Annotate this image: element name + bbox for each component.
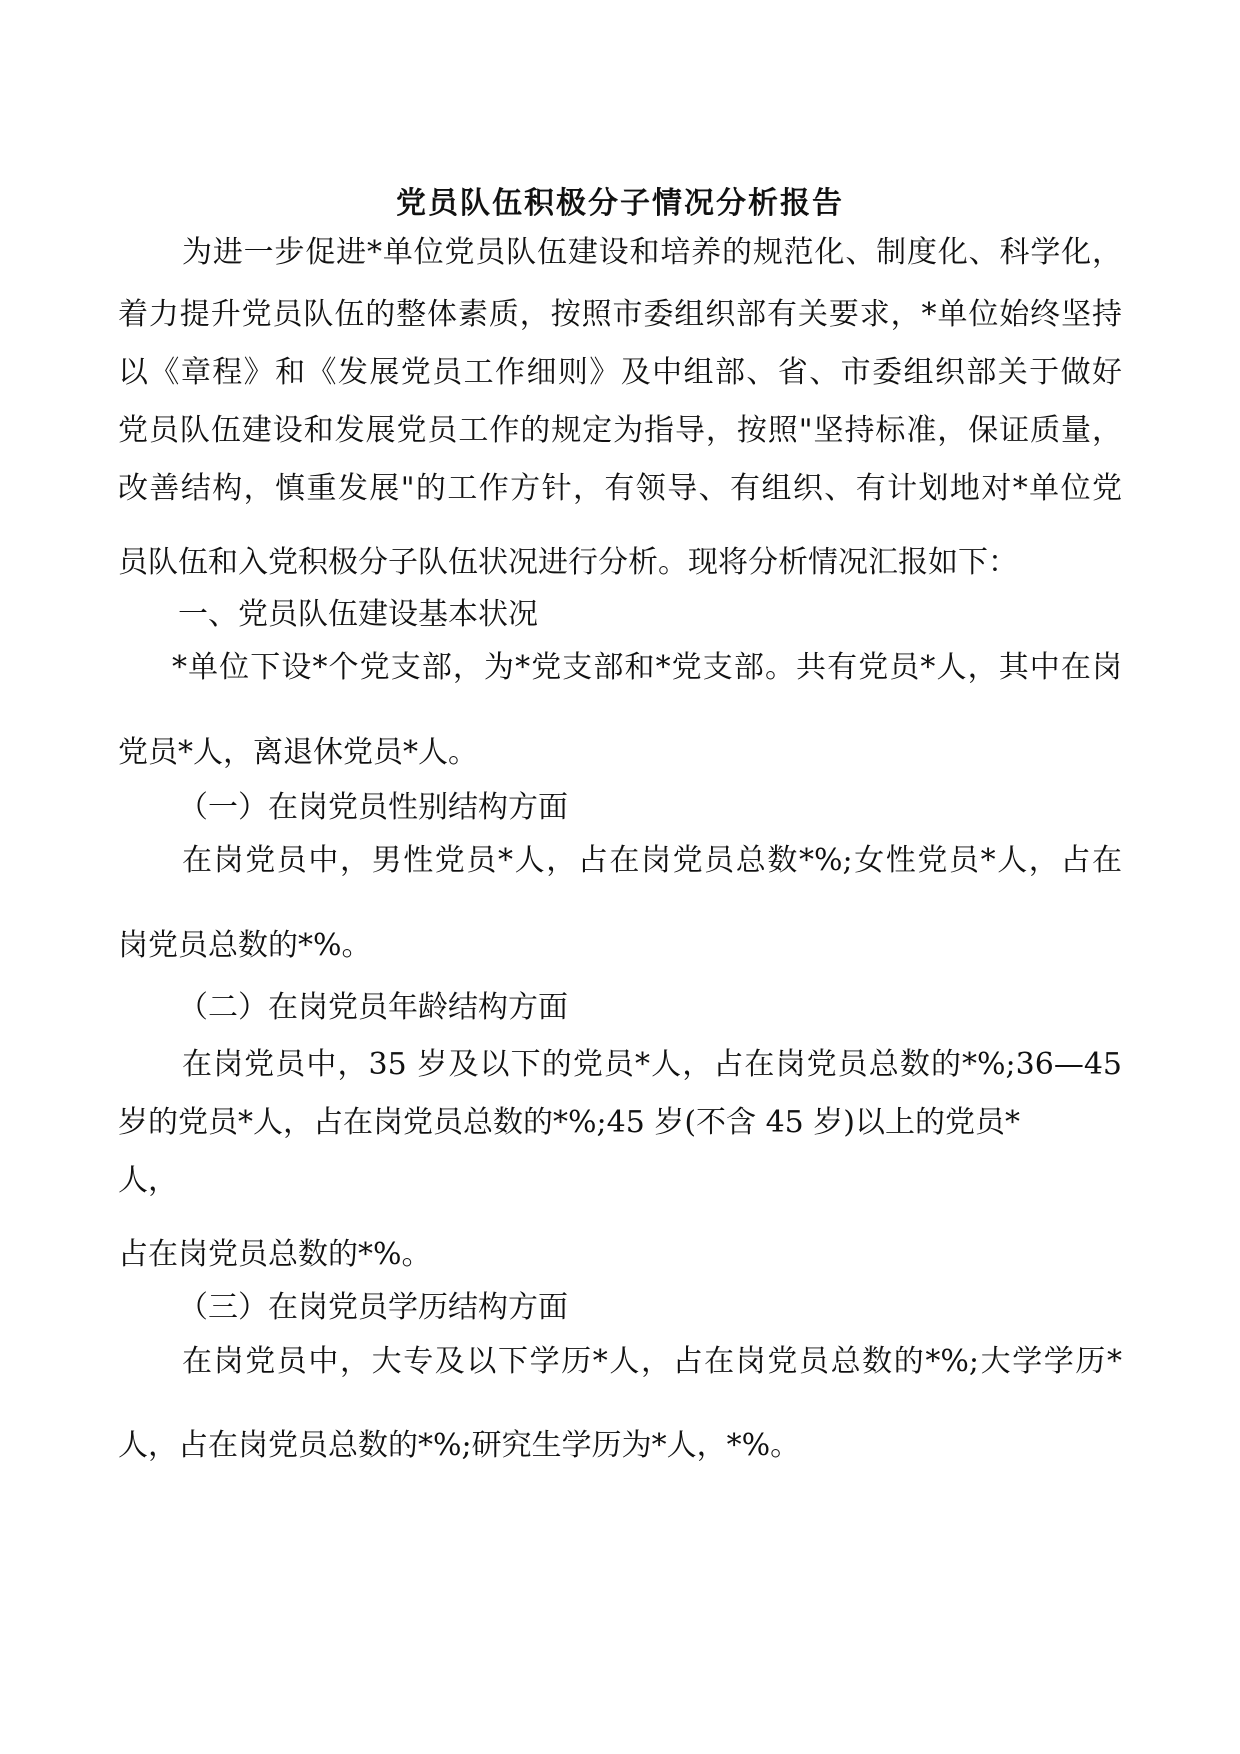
sub2-line-2: 岁的党员*人，占在岗党员总数的*%;45 岁(不含 45 岁)以上的党员*: [118, 1105, 1020, 1140]
sub2-line-3: 人，: [118, 1163, 178, 1198]
sub2-line-1: 在岗党员中，35 岁及以下的党员*人，占在岗党员总数的*%;36—45: [182, 1047, 1122, 1082]
intro-line-3: 以《章程》和《发展党员工作细则》及中组部、省、市委组织部关于做好: [118, 355, 1122, 390]
intro-line-5: 改善结构，慎重发展"的工作方针，有领导、有组织、有计划地对*单位党: [118, 471, 1122, 506]
sub2-line-4: 占在岗党员总数的*%。: [118, 1237, 432, 1272]
sub3-heading: （三）在岗党员学历结构方面: [178, 1290, 568, 1325]
section1-line-1: *单位下设*个党支部，为*党支部和*党支部。共有党员*人，其中在岗: [172, 650, 1122, 685]
intro-line-2: 着力提升党员队伍的整体素质，按照市委组织部有关要求，*单位始终坚持: [118, 297, 1122, 332]
section1-heading: 一、党员队伍建设基本状况: [178, 597, 538, 632]
sub1-heading: （一）在岗党员性别结构方面: [178, 790, 568, 825]
sub2-heading: （二）在岗党员年龄结构方面: [178, 990, 568, 1025]
document-title: 党员队伍积极分子情况分析报告: [396, 186, 844, 221]
sub3-line-1: 在岗党员中，大专及以下学历*人，占在岗党员总数的*%;大学学历*: [182, 1344, 1122, 1379]
section1-line-2: 党员*人，离退休党员*人。: [118, 735, 478, 770]
intro-line-1: 为进一步促进*单位党员队伍建设和培养的规范化、制度化、科学化，: [182, 235, 1122, 270]
sub3-line-2: 人，占在岗党员总数的*%;研究生学历为*人，*%。: [118, 1428, 801, 1463]
intro-line-6: 员队伍和入党积极分子队伍状况进行分析。现将分析情况汇报如下：: [118, 545, 1018, 580]
intro-line-4: 党员队伍建设和发展党员工作的规定为指导，按照"坚持标准，保证质量，: [118, 413, 1122, 448]
sub1-line-2: 岗党员总数的*%。: [118, 928, 372, 963]
sub1-line-1: 在岗党员中，男性党员*人，占在岗党员总数*%;女性党员*人，占在: [182, 843, 1122, 878]
